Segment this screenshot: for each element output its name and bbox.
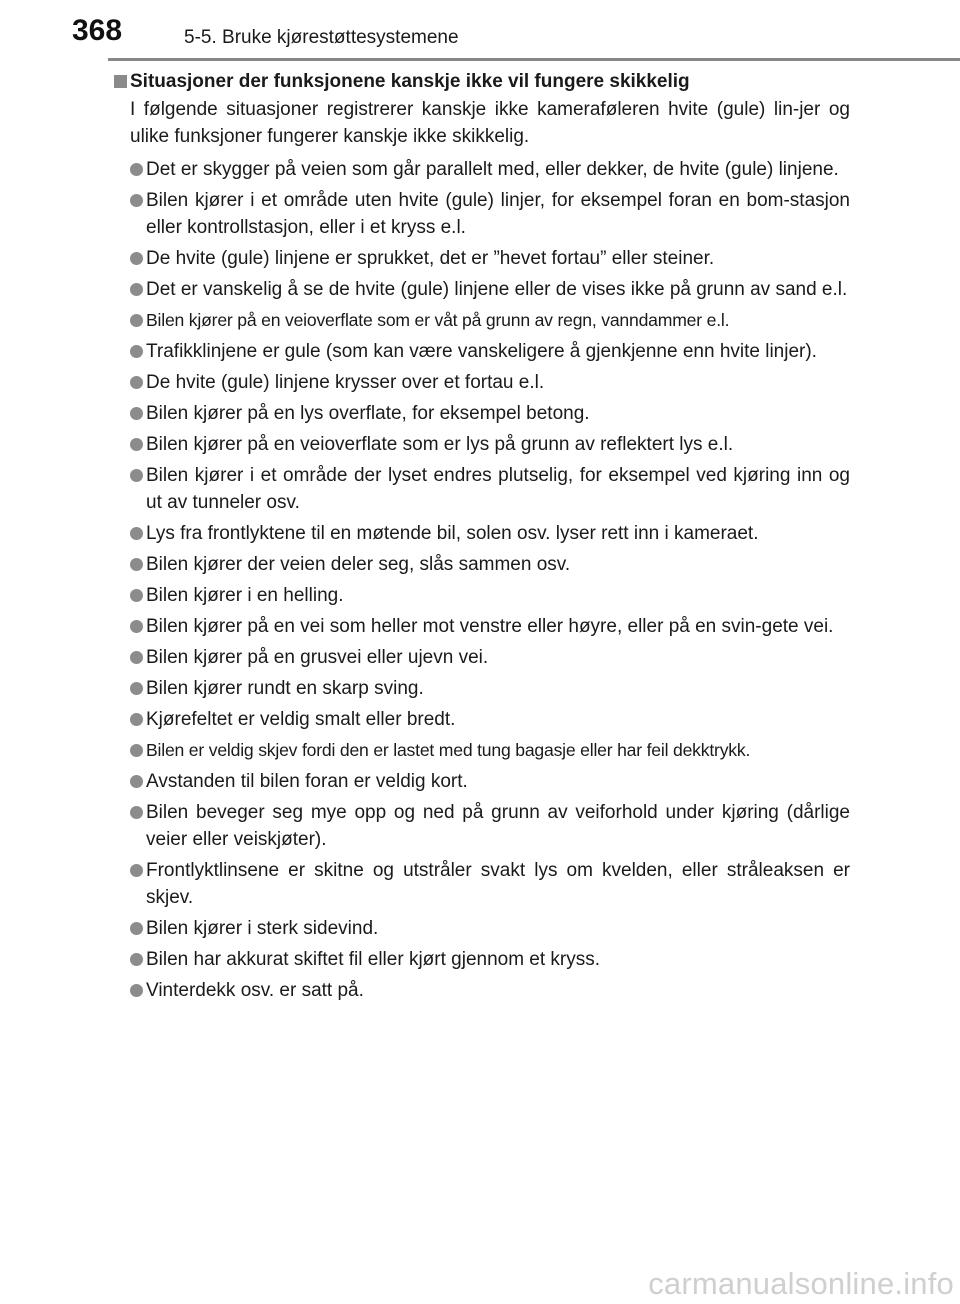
- bullet-dot-icon: [130, 283, 143, 296]
- bullet-dot-icon: [130, 376, 143, 389]
- list-item: [114, 737, 850, 764]
- bullet-dot-icon: [130, 469, 143, 482]
- list-item-text: Det er skygger på veien som går parallelt med, eller dekker, de hvite (gule) linjene.: [146, 159, 839, 180]
- square-bullet-icon: [114, 75, 127, 88]
- list-item-text: Bilen kjører på en veioverflate som er våt på grunn av regn, vanndammer e.l.: [146, 310, 730, 330]
- list-item-text: Bilen kjører der veien deler seg, slås sammen osv.: [146, 554, 571, 575]
- list-item: [114, 644, 850, 671]
- list-item: [114, 462, 850, 516]
- intro-paragraph: I følgende situasjoner registrerer kanskje ikke kameraføleren hvite (gule) lin-jer og ulike funksjoner fungerer kanskje ikke skikkelig.: [130, 99, 850, 147]
- list-item-text: Lys fra frontlyktene til en møtende bil, solen osv. lyser rett inn i kameraet.: [146, 523, 759, 544]
- list-item: [114, 675, 850, 702]
- list-item: [114, 799, 850, 853]
- bullet-dot-icon: [130, 527, 143, 540]
- list-item: [114, 977, 850, 1004]
- list-item: [114, 768, 850, 795]
- list-item-text: Bilen kjører på en grusvei eller ujevn vei.: [146, 647, 489, 668]
- list-item-text: Bilen kjører på en vei som heller mot venstre eller høyre, eller på en svin-gete vei.: [146, 616, 834, 637]
- bullet-dot-icon: [130, 163, 143, 176]
- list-item-text: De hvite (gule) linjene er sprukket, det er ”hevet fortau” eller steiner.: [146, 248, 715, 269]
- bullet-dot-icon: [130, 744, 143, 757]
- bullet-dot-icon: [130, 984, 143, 997]
- bullet-dot-icon: [130, 620, 143, 633]
- list-item-text: Bilen kjører i et område uten hvite (gule) linjer, for eksempel foran en bom-stasjon eller kontrollstasjon, eller i et kryss e.l.: [146, 190, 850, 238]
- list-item: [114, 613, 850, 640]
- list-item-text: Bilen kjører i sterk sidevind.: [146, 918, 379, 939]
- list-item-text: Bilen kjører på en veioverflate som er lys på grunn av reflektert lys e.l.: [146, 434, 734, 455]
- list-item: [114, 582, 850, 609]
- bullet-dot-icon: [130, 922, 143, 935]
- bullet-dot-icon: [130, 713, 143, 726]
- list-item-text: Bilen har akkurat skiftet fil eller kjørt gjennom et kryss.: [146, 949, 601, 970]
- list-item-text: Vinterdekk osv. er satt på.: [146, 980, 364, 1001]
- list-item: [114, 369, 850, 396]
- page-number: 368: [72, 14, 123, 47]
- section-heading-text: Situasjoner der funksjonene kanskje ikke vil fungere skikkelig: [130, 71, 690, 92]
- list-item: [114, 400, 850, 427]
- bullet-dot-icon: [130, 314, 143, 327]
- watermark-text: carmanualsonline.info: [648, 1266, 954, 1301]
- bullet-dot-icon: [130, 806, 143, 819]
- list-item-text: Trafikklinjene er gule (som kan være vanskeligere å gjenkjenne enn hvite linjer).: [146, 341, 817, 362]
- list-item-text: Bilen kjører rundt en skarp sving.: [146, 678, 424, 699]
- list-item: [114, 338, 850, 365]
- list-item-text: Bilen kjører i et område der lyset endres plutselig, for eksempel ved kjøring inn og ut av tunneler osv.: [146, 465, 850, 513]
- bullet-dot-icon: [130, 194, 143, 207]
- bullet-dot-icon: [130, 651, 143, 664]
- list-item-text: De hvite (gule) linjene krysser over et fortau e.l.: [146, 372, 545, 393]
- list-item-text: Kjørefeltet er veldig smalt eller bredt.: [146, 709, 456, 730]
- section-title: 5-5. Bruke kjørestøttesystemene: [184, 27, 459, 48]
- list-item: [114, 706, 850, 733]
- bullet-dot-icon: [130, 589, 143, 602]
- list-item: [114, 520, 850, 547]
- bullet-dot-icon: [130, 252, 143, 265]
- bullet-dot-icon: [130, 345, 143, 358]
- list-item: [114, 915, 850, 942]
- section-heading: [114, 69, 850, 95]
- condition-list: [114, 156, 850, 1004]
- list-item: [114, 946, 850, 973]
- list-item-text: Bilen beveger seg mye opp og ned på grunn av veiforhold under kjøring (dårlige veier eller veiskjøter).: [146, 802, 850, 850]
- list-item: [114, 245, 850, 272]
- bullet-dot-icon: [130, 953, 143, 966]
- bullet-dot-icon: [130, 438, 143, 451]
- bullet-dot-icon: [130, 864, 143, 877]
- page-content: [114, 69, 850, 1008]
- list-item-text: Det er vanskelig å se de hvite (gule) linjene eller de vises ikke på grunn av sand e.l.: [146, 279, 848, 300]
- list-item: [114, 276, 850, 303]
- list-item: [114, 551, 850, 578]
- list-item: [114, 307, 850, 334]
- bullet-dot-icon: [130, 407, 143, 420]
- bullet-dot-icon: [130, 682, 143, 695]
- list-item-text: Avstanden til bilen foran er veldig kort.: [146, 771, 468, 792]
- bullet-dot-icon: [130, 775, 143, 788]
- list-item-text: Frontlyktlinsene er skitne og utstråler svakt lys om kvelden, eller stråleaksen er skjev.: [146, 860, 850, 908]
- bullet-dot-icon: [130, 558, 143, 571]
- list-item: [114, 187, 850, 241]
- list-item: [114, 431, 850, 458]
- list-item: [114, 857, 850, 911]
- list-item-text: Bilen er veldig skjev fordi den er lastet med tung bagasje eller har feil dekktrykk.: [146, 740, 751, 760]
- header-divider: [108, 58, 960, 61]
- list-item-text: Bilen kjører i en helling.: [146, 585, 344, 606]
- list-item: [114, 156, 850, 183]
- list-item-text: Bilen kjører på en lys overflate, for eksempel betong.: [146, 403, 590, 424]
